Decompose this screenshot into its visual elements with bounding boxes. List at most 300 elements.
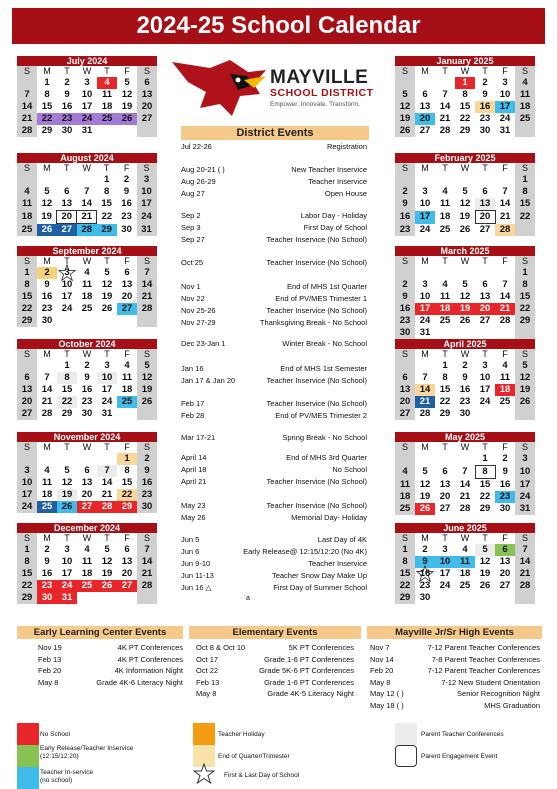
- month-calendar: [395, 153, 535, 236]
- day-cell: 15: [515, 198, 535, 211]
- event-desc: End of MHS 1st Quarter: [286, 282, 367, 291]
- day-cell: 12: [515, 372, 535, 384]
- event-desc: End of MHS 1st Semester: [280, 364, 367, 373]
- day-cell: 14: [515, 556, 535, 568]
- district-event: [181, 211, 369, 221]
- day-cell: 13: [81, 477, 93, 488]
- day-cell: 23: [121, 211, 132, 222]
- stray-mark: a: [246, 595, 250, 602]
- day-cell: 6: [84, 465, 90, 476]
- day-cell: 21: [137, 291, 157, 303]
- day-cell: 30: [81, 408, 93, 419]
- day-cell: 18: [439, 211, 451, 222]
- weekday-label: W: [460, 66, 470, 76]
- day-cell: 12: [61, 477, 73, 488]
- day-cell: 28: [17, 125, 37, 137]
- weekday-label: W: [82, 163, 91, 173]
- day-cell: [475, 174, 495, 186]
- weekday-label: M: [421, 442, 429, 452]
- district-event: [181, 376, 369, 386]
- event-desc: Grade 1-6 PT Conferences: [264, 677, 354, 687]
- day-cell: 9: [137, 465, 157, 477]
- elem-event: [196, 677, 354, 688]
- day-cell: 23: [395, 315, 415, 327]
- day-cell: [435, 327, 455, 339]
- day-cell: 7: [442, 89, 448, 100]
- weekday-label: T: [482, 533, 488, 543]
- day-cell: 4: [17, 186, 37, 198]
- day-cell: 12: [459, 198, 471, 210]
- day-cell: 2: [64, 77, 70, 88]
- day-cell: 16: [475, 101, 495, 113]
- day-cell: 24: [515, 491, 535, 503]
- day-cell: 28: [459, 503, 471, 514]
- day-cell: 13: [17, 384, 37, 396]
- day-cell: 21: [17, 113, 37, 125]
- day-cell: 23: [459, 396, 471, 407]
- day-cell: [97, 315, 117, 327]
- day-cell: 7: [84, 186, 90, 197]
- event-desc: First Day of School: [303, 223, 367, 232]
- day-cell: 7: [515, 544, 535, 556]
- day-cell: 18: [81, 291, 93, 302]
- day-cell: [455, 327, 475, 339]
- day-cell: 30: [395, 327, 415, 339]
- day-cell: 30: [479, 125, 491, 136]
- day-cell: 29: [515, 315, 535, 327]
- day-cell: [395, 453, 415, 466]
- day-cell: 15: [41, 101, 53, 112]
- event-desc: Teacher Inservice (No School): [266, 477, 367, 486]
- month-calendar: [395, 523, 535, 604]
- event-date: May 26: [181, 513, 206, 522]
- day-cell: 3: [515, 453, 535, 466]
- day-cell: 5: [124, 77, 130, 88]
- day-cell: 4: [515, 77, 535, 89]
- event-desc: Last Day of 4K: [317, 535, 367, 544]
- day-cell: 4: [124, 360, 130, 371]
- weekday-label: S: [515, 256, 535, 267]
- day-cell: 19: [419, 491, 431, 502]
- event-desc: Teacher Inservice (No School): [266, 399, 367, 408]
- day-cell: 7: [17, 89, 37, 101]
- day-cell: [495, 408, 515, 420]
- event-date: Nov 19: [38, 643, 62, 652]
- event-date: Aug 26-29: [181, 177, 216, 186]
- day-cell: 8: [515, 186, 535, 198]
- event-date: Aug 20-21 ( ): [181, 165, 225, 174]
- day-cell: 18: [81, 568, 93, 579]
- day-cell: 1: [44, 77, 50, 88]
- day-cell: 14: [101, 477, 113, 488]
- event-desc: Teacher Inservice: [308, 177, 367, 186]
- elc-event: [38, 642, 183, 653]
- day-cell: 19: [101, 291, 113, 302]
- day-cell: 10: [81, 89, 93, 100]
- month-calendar: [395, 432, 535, 515]
- day-cell: 27: [395, 408, 415, 420]
- event-desc: Senior Recognition Night: [457, 689, 540, 698]
- day-cell: 10: [61, 556, 73, 567]
- event-desc: No School: [332, 465, 367, 474]
- day-cell: 14: [137, 279, 157, 291]
- weekday-label: W: [82, 533, 92, 543]
- day-cell: 30: [137, 501, 157, 513]
- day-cell: [57, 174, 77, 186]
- day-cell: 28: [515, 580, 535, 592]
- day-cell: 13: [61, 198, 73, 209]
- day-cell: [515, 125, 535, 137]
- day-cell: 12: [479, 556, 491, 567]
- day-cell: 30: [41, 315, 53, 326]
- weekday-label: W: [82, 256, 92, 266]
- weekday-label: F: [502, 66, 508, 76]
- day-cell: 8: [475, 466, 495, 479]
- day-cell: 18: [41, 489, 53, 500]
- event-date: Feb 13: [38, 654, 62, 664]
- weekday-label: S: [515, 349, 535, 360]
- day-cell: 9: [84, 372, 90, 383]
- day-cell: 26: [459, 223, 471, 235]
- day-cell: 1: [442, 360, 448, 371]
- day-cell: 1: [64, 360, 70, 371]
- weekday-label: S: [137, 163, 157, 174]
- hs-event: [370, 688, 540, 699]
- day-cell: 11: [515, 89, 535, 101]
- event-date: Nov 27-29: [181, 318, 216, 327]
- day-cell: 11: [455, 556, 475, 568]
- day-cell: 15: [479, 479, 491, 490]
- hs-header: Mayville Jr/Sr High Events: [367, 626, 542, 639]
- weekday-label: S: [515, 533, 535, 544]
- day-cell: 8: [124, 465, 130, 476]
- weekday-label: T: [442, 66, 448, 76]
- day-cell: 27: [419, 125, 431, 136]
- day-cell: 14: [415, 384, 435, 396]
- day-cell: 30: [121, 223, 132, 235]
- event-date: May 18 ( ): [370, 700, 404, 710]
- weekday-label: T: [64, 349, 70, 359]
- day-cell: 7: [137, 544, 157, 556]
- event-date: Oct 25: [181, 258, 204, 267]
- day-cell: 28: [77, 224, 97, 237]
- district-event: [181, 559, 369, 569]
- day-cell: 8: [44, 89, 50, 100]
- day-cell: 18: [121, 384, 133, 395]
- event-desc: Teacher Inservice (No School): [266, 306, 367, 315]
- weekday-label: T: [104, 533, 110, 543]
- day-cell: 26: [57, 501, 77, 513]
- elc-header: Early Learning Center Events: [17, 626, 183, 639]
- month-title: April 2025: [395, 339, 535, 349]
- day-cell: [395, 267, 415, 279]
- day-cell: 10: [17, 477, 37, 489]
- event-desc: Memorial Day- Holiday: [291, 513, 367, 522]
- day-cell: 17: [81, 101, 93, 112]
- day-cell: [495, 592, 515, 604]
- day-cell: 5: [395, 89, 415, 101]
- day-cell: [57, 453, 77, 465]
- event-date: Sep 2: [181, 211, 201, 220]
- day-cell: 15: [395, 568, 415, 580]
- day-cell: 9: [64, 89, 70, 100]
- day-cell: [515, 592, 535, 604]
- event-desc: 7-12 Parent Teacher Conferences: [427, 643, 540, 652]
- day-cell: [455, 453, 475, 466]
- day-cell: [415, 174, 435, 186]
- day-cell: [415, 77, 435, 89]
- day-cell: 27: [77, 501, 97, 513]
- day-cell: 30: [459, 408, 471, 419]
- day-cell: 25: [81, 303, 93, 314]
- day-cell: 6: [124, 544, 130, 555]
- weekday-label: T: [104, 442, 110, 452]
- day-cell: 24: [419, 223, 431, 235]
- event-date: May 8: [370, 677, 391, 687]
- elc-event: [38, 665, 183, 676]
- day-cell: 16: [81, 384, 93, 395]
- day-cell: 23: [57, 113, 77, 125]
- day-cell: 28: [495, 224, 515, 237]
- day-cell: 8: [395, 556, 415, 568]
- day-cell: 28: [137, 580, 157, 592]
- day-cell: 20: [137, 101, 157, 113]
- day-cell: 20: [121, 568, 133, 579]
- day-cell: 27: [499, 580, 511, 591]
- day-cell: 13: [499, 556, 511, 567]
- day-cell: 25: [37, 501, 57, 513]
- day-cell: 20: [81, 489, 93, 500]
- day-cell: 27: [117, 580, 137, 592]
- weekday-label: S: [137, 533, 157, 544]
- event-desc: End of PV/MES Trimester 2: [275, 411, 367, 420]
- month-title: December 2024: [17, 523, 157, 533]
- day-cell: [495, 327, 515, 339]
- day-cell: 25: [499, 396, 511, 407]
- day-cell: 25: [117, 396, 137, 408]
- day-cell: 31: [101, 408, 113, 419]
- day-cell: 5: [422, 466, 428, 477]
- day-cell: 13: [137, 89, 157, 101]
- day-cell: 10: [137, 186, 157, 198]
- event-desc: Open House: [324, 189, 367, 198]
- day-cell: 12: [395, 101, 415, 113]
- district-event: [181, 465, 369, 475]
- day-cell: [495, 267, 515, 279]
- day-cell: 11: [439, 198, 451, 210]
- day-cell: [117, 408, 137, 420]
- day-cell: 23: [495, 491, 515, 503]
- day-cell: 23: [81, 396, 93, 407]
- weekday-label: W: [460, 533, 470, 543]
- day-cell: 5: [64, 465, 70, 476]
- legend-inservice: Teacher In-service (no school): [40, 769, 94, 784]
- day-cell: 29: [117, 501, 137, 513]
- day-cell: 2: [482, 77, 488, 88]
- district-event: [181, 399, 369, 409]
- day-cell: 14: [41, 384, 53, 395]
- day-cell: 3: [64, 544, 70, 555]
- legend-early-release-swatch: [17, 745, 39, 767]
- event-desc: 5K PT Conferences: [288, 643, 354, 652]
- event-date: May 23: [181, 501, 206, 510]
- day-cell: 17: [17, 489, 37, 501]
- month-title: August 2024: [17, 153, 157, 163]
- day-cell: 18: [515, 101, 535, 113]
- day-cell: 17: [61, 568, 73, 579]
- day-cell: [455, 267, 475, 279]
- elem-event: [196, 688, 354, 699]
- event-desc: Thanksgiving Break - No School: [259, 318, 367, 327]
- day-cell: 5: [462, 279, 468, 290]
- day-cell: 1: [17, 544, 37, 556]
- weekday-label: S: [515, 442, 535, 453]
- day-cell: 13: [395, 384, 415, 396]
- day-cell: 6: [495, 544, 515, 556]
- day-cell: 15: [439, 384, 451, 395]
- day-cell: 22: [57, 396, 77, 408]
- day-cell: 20: [499, 568, 511, 579]
- day-cell: 9: [415, 556, 435, 568]
- day-cell: [97, 125, 117, 137]
- day-cell: 27: [57, 224, 77, 237]
- day-cell: 23: [37, 580, 57, 592]
- legend-no-school-swatch: [17, 723, 39, 745]
- day-cell: 9: [395, 291, 415, 303]
- day-cell: 10: [499, 89, 511, 100]
- month-title: October 2024: [17, 339, 157, 349]
- day-cell: 11: [81, 556, 93, 567]
- weekday-label: T: [482, 66, 488, 76]
- weekday-label: T: [64, 163, 70, 173]
- event-desc: 7-8 Parent Teacher Conferences: [431, 654, 540, 664]
- day-cell: 23: [41, 303, 53, 314]
- hs-event: [370, 654, 540, 665]
- weekday-label: S: [395, 256, 415, 267]
- day-cell: 29: [479, 503, 491, 514]
- weekday-label: F: [124, 256, 130, 266]
- weekday-label: T: [482, 349, 488, 359]
- day-cell: 13: [479, 291, 491, 302]
- day-cell: 4: [395, 466, 415, 479]
- district-event: [181, 477, 369, 487]
- event-date: Aug 27: [181, 189, 205, 198]
- day-cell: 14: [499, 198, 511, 210]
- day-cell: 7: [97, 465, 117, 477]
- day-cell: 1: [17, 267, 37, 279]
- day-cell: 3: [502, 77, 508, 88]
- day-cell: 17: [439, 568, 451, 579]
- event-date: Nov 14: [370, 654, 394, 664]
- event-date: Jun 6: [181, 547, 200, 556]
- event-date: Oct 17: [196, 654, 219, 664]
- weekday-label: M: [43, 533, 51, 543]
- logo-tagline: Empower. Innovate. Transform.: [270, 101, 361, 108]
- day-cell: 17: [495, 101, 515, 113]
- weekday-label: T: [482, 163, 488, 173]
- day-cell: 25: [97, 113, 117, 125]
- weekday-label: M: [421, 533, 429, 543]
- hs-event: [370, 665, 540, 676]
- day-cell: 4: [97, 77, 117, 89]
- event-date: April 18: [181, 465, 207, 474]
- day-cell: [415, 267, 435, 279]
- month-title: January 2025: [395, 56, 535, 66]
- event-date: April 14: [181, 453, 207, 462]
- day-cell: 3: [84, 77, 90, 88]
- weekday-label: S: [17, 349, 37, 360]
- month-calendar: [395, 246, 535, 339]
- day-cell: [435, 453, 455, 466]
- day-cell: 29: [439, 408, 451, 419]
- weekday-label: S: [17, 66, 37, 77]
- day-cell: 8: [462, 89, 468, 100]
- month-calendar: [395, 56, 535, 137]
- day-cell: 28: [499, 315, 511, 326]
- hs-event: [370, 677, 540, 688]
- weekday-label: T: [482, 256, 488, 266]
- elc-event: [38, 654, 183, 665]
- day-cell: [475, 408, 495, 420]
- day-cell: 20: [439, 491, 451, 502]
- day-cell: [435, 174, 455, 186]
- day-cell: 26: [479, 580, 491, 591]
- day-cell: 16: [395, 211, 415, 224]
- day-cell: [77, 315, 97, 327]
- day-cell: 27: [479, 224, 491, 235]
- day-cell: 27: [439, 503, 451, 514]
- day-cell: 26: [515, 396, 535, 408]
- day-cell: [17, 77, 37, 89]
- day-cell: 2: [462, 360, 468, 371]
- day-cell: [117, 315, 137, 327]
- day-cell: 17: [61, 291, 73, 302]
- event-date: Feb 17: [181, 399, 205, 408]
- day-cell: 7: [462, 466, 468, 477]
- day-cell: 25: [395, 503, 415, 515]
- legend-early-release: Early Release/Teacher Inservice (12:15/12:20): [40, 745, 134, 760]
- weekday-label: S: [17, 256, 37, 267]
- month-calendar: [17, 523, 157, 604]
- day-cell: 2: [395, 186, 415, 198]
- day-cell: 8: [57, 372, 77, 384]
- day-cell: 24: [17, 501, 37, 513]
- day-cell: 16: [137, 477, 157, 489]
- district-event: [181, 433, 369, 443]
- day-cell: 28: [41, 408, 53, 419]
- day-cell: 22: [479, 491, 491, 502]
- day-cell: [455, 592, 475, 604]
- event-desc: Spring Break - No School: [282, 433, 367, 442]
- day-cell: 28: [137, 303, 157, 315]
- day-cell: 24: [77, 113, 97, 125]
- day-cell: 7: [422, 372, 428, 383]
- day-cell: 30: [419, 592, 431, 603]
- day-cell: 4: [84, 267, 90, 278]
- day-cell: [395, 77, 415, 89]
- day-cell: 26: [415, 503, 435, 515]
- day-cell: 9: [482, 89, 488, 100]
- day-cell: 26: [117, 113, 137, 125]
- day-cell: 14: [81, 198, 93, 209]
- day-cell: 13: [475, 198, 495, 211]
- month-title: September 2024: [17, 246, 157, 256]
- district-event: [181, 364, 369, 374]
- day-cell: 24: [61, 303, 73, 314]
- day-cell: 24: [137, 211, 157, 224]
- district-event: [181, 339, 369, 349]
- weekday-label: M: [421, 256, 429, 266]
